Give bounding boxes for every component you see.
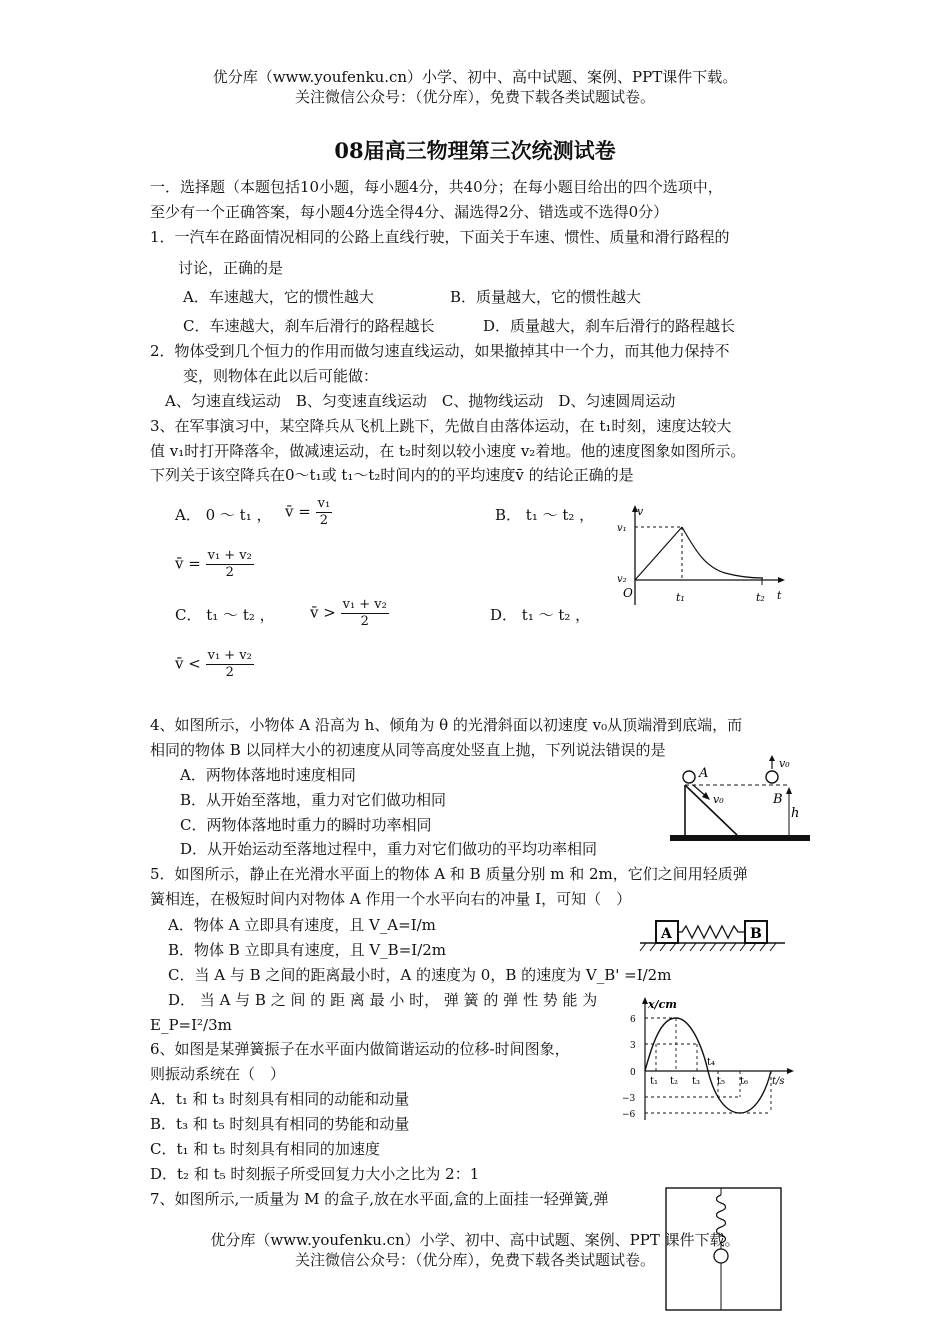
q4-stem-1: 4、如图所示，小物体 A 沿高为 h、倾角为 θ 的光滑斜面以初速度 v₀从顶端滑到底端，而 xyxy=(150,716,743,734)
tick-3: 3 xyxy=(630,1041,636,1051)
denominator: 2 xyxy=(360,614,369,629)
q2-options: A、匀速直线运动 B、匀变速直线运动 C、抛物线运动 D、匀速圆周运动 xyxy=(165,392,676,410)
numerator: v₁ + v₂ xyxy=(207,548,252,563)
fig-label-v0-a: v₀ xyxy=(713,793,724,806)
fig-label-h: h xyxy=(791,806,800,821)
q4-option-c: C．两物体落地时重力的瞬时功率相同 xyxy=(180,816,432,834)
section-instructions-1: 一．选择题（本题包括10小题，每小题4分，共40分；在每小题目给出的四个选项中， xyxy=(150,178,723,196)
q5-option-c: C．当 A 与 B 之间的距离最小时，A 的速度为 0，B 的速度为 V_B' =I/2m xyxy=(168,966,672,984)
q7-stem-1: 7、如图所示,一质量为 M 的盒子,放在水平面,盒的上面挂一轻弹簧,弹 xyxy=(150,1190,609,1208)
tick-t3: t₃ xyxy=(692,1076,701,1087)
q4-option-d: D．从开始运动至落地过程中，重力对它们做功的平均功率相同 xyxy=(180,840,598,858)
graph-t-label: t xyxy=(777,589,782,602)
section-instructions-2: 至少有一个正确答案，每小题4分选全得4分、漏选得2分、错选或不选得0分） xyxy=(150,203,669,221)
q5-stem-1: 5．如图所示，静止在光滑水平面上的物体 A 和 B 质量分别 m 和 2m，它们之间用轻质弹 xyxy=(150,865,748,883)
fig-label-v0-b: v₀ xyxy=(779,757,790,770)
q6-option-b: B．t₃ 和 t₅ 时刻具有相同的势能和动量 xyxy=(150,1115,410,1133)
tick-t6: t₆ xyxy=(740,1076,749,1087)
q4-option-a: A．两物体落地时速度相同 xyxy=(180,766,356,784)
numerator: v₁ + v₂ xyxy=(207,648,252,663)
fig-label-a: A xyxy=(699,766,709,781)
q6-shm-graph xyxy=(612,995,802,1125)
graph-v1-label: v₁ xyxy=(617,523,627,534)
q3-option-a: A． 0 ～ t₁ ， xyxy=(175,506,272,524)
q3-option-d-formula xyxy=(175,648,254,681)
q3-option-d: D． t₁ ～ t₂ ， xyxy=(490,606,591,624)
block-b-label: B xyxy=(750,926,762,942)
q3-option-b: B． t₁ ～ t₂ ， xyxy=(495,506,595,524)
tick-t4: t₄ xyxy=(707,1057,716,1068)
q2-stem-2: 变，则物体在此以后可能做： xyxy=(183,367,379,385)
denominator: 2 xyxy=(225,665,234,680)
fig-label-b: B xyxy=(773,792,783,807)
q6-option-c: C．t₁ 和 t₅ 时刻具有相同的加速度 xyxy=(150,1140,380,1158)
footer-line-1: 优分库（www.youfenku.cn）小学、初中、高中试题、案例、PPT 课件下载。 xyxy=(210,1231,740,1249)
fraction xyxy=(206,648,254,681)
vbar: v̄ > xyxy=(310,603,336,622)
q6-option-d: D．t₂ 和 t₅ 时刻振子所受回复力大小之比为 2：1 xyxy=(150,1165,480,1183)
q1-option-d: D．质量越大，刹车后滑行的路程越长 xyxy=(483,317,736,335)
fraction xyxy=(206,548,254,581)
tick-0: 0 xyxy=(630,1068,636,1078)
q5-option-d-line-2: E_P=I²/3m xyxy=(150,1016,232,1034)
q5-stem-2: 簧相连，在极短时间内对物体 A 作用一个水平向右的冲量 I，可知（ ） xyxy=(150,890,632,908)
q3-velocity-graph xyxy=(615,505,790,610)
numerator: v₁ + v₂ xyxy=(342,597,387,612)
q3-option-b-formula xyxy=(175,548,254,581)
q3-stem-3: 下列关于该空降兵在0～t₁或 t₁～t₂时间内的的平均速度v̄ 的结论正确的是 xyxy=(150,466,634,484)
graph-t1-label: t₁ xyxy=(676,591,685,604)
numerator: v₁ xyxy=(317,496,331,511)
header-line-2: 关注微信公众号：（优分库），免费下载各类试题试卷。 xyxy=(294,88,655,106)
fraction xyxy=(341,597,389,630)
q2-stem-1: 2．物体受到几个恒力的作用而做匀速直线运动，如果撤掉其中一个力，而其他力保持不 xyxy=(150,342,730,360)
q5-option-d-line-1: D． 当 A 与 B 之 间 的 距 离 最 小 时， 弹 簧 的 弹 性 势 能 为 xyxy=(168,991,598,1009)
q1-option-b: B．质量越大，它的惯性越大 xyxy=(450,288,642,306)
q6-stem-1: 6、如图是某弹簧振子在水平面内做简谐运动的位移-时间图象， xyxy=(150,1040,570,1058)
tick-t1: t₁ xyxy=(650,1076,659,1087)
q4-incline-figure xyxy=(665,755,820,845)
q4-stem-2: 相同的物体 B 以同样大小的初速度从同等高度处竖直上抛，下列说法错误的是 xyxy=(150,741,666,759)
vbar: v̄ = xyxy=(285,502,311,521)
tick-neg-3: −3 xyxy=(622,1094,636,1104)
q1-stem-2: 讨论，正确的是 xyxy=(178,259,284,277)
tick-t2: t₂ xyxy=(670,1076,679,1087)
tick-neg-6: −6 xyxy=(622,1110,636,1120)
graph-v-label: v xyxy=(637,505,644,518)
page-title: 08届高三物理第三次统测试卷 xyxy=(334,138,616,163)
q5-spring-figure xyxy=(640,915,785,955)
q3-option-c: C． t₁ ～ t₂ ， xyxy=(175,606,275,624)
vbar: v̄ = xyxy=(175,554,201,573)
q6-option-a: A．t₁ 和 t₃ 时刻具有相同的动能和动量 xyxy=(150,1090,410,1108)
fraction xyxy=(316,496,333,529)
header-line-1: 优分库（www.youfenku.cn）小学、初中、高中试题、案例、PPT课件下载。 xyxy=(212,68,738,86)
q6-stem-2: 则振动系统在（ ） xyxy=(150,1065,286,1083)
q4-option-b: B．从开始至落地，重力对它们做功相同 xyxy=(180,791,447,809)
tick-t5: t₅ xyxy=(717,1076,726,1087)
graph-t2-label: t₂ xyxy=(756,591,765,604)
denominator: 2 xyxy=(319,513,329,528)
q3-stem-2: 值 v₁时打开降落伞，做减速运动，在 t₂时刻以较小速度 v₂着地。他的速度图象如图所示。 xyxy=(150,442,746,460)
footer-line-2: 关注微信公众号：（优分库），免费下载各类试题试卷。 xyxy=(294,1251,655,1269)
q5-option-b: B．物体 B 立即具有速度，且 V_B=I/2m xyxy=(168,941,447,959)
block-a-label: A xyxy=(661,926,672,942)
graph-x-axis-label: t/s xyxy=(772,1076,785,1087)
denominator: 2 xyxy=(225,565,234,580)
q3-stem-1: 3、在军事演习中，某空降兵从飞机上跳下，先做自由落体运动，在 t₁时刻，速度达较大 xyxy=(150,417,732,435)
q1-stem-1: 1．一汽车在路面情况相同的公路上直线行驶，下面关于车速、惯性、质量和滑行路程的 xyxy=(150,228,730,246)
graph-v2-label: v₂ xyxy=(617,574,627,585)
graph-origin-label: O xyxy=(623,586,633,600)
q7-box-figure xyxy=(665,1187,783,1312)
q3-option-a-formula xyxy=(285,496,332,529)
vbar: v̄ < xyxy=(175,654,201,673)
graph-y-axis-label: x/cm xyxy=(648,998,677,1011)
tick-6: 6 xyxy=(630,1015,636,1025)
q3-option-c-formula xyxy=(310,597,389,630)
q1-option-c: C．车速越大，刹车后滑行的路程越长 xyxy=(183,317,435,335)
q1-option-a: A．车速越大，它的惯性越大 xyxy=(183,288,374,306)
q5-option-a: A．物体 A 立即具有速度，且 V_A=I/m xyxy=(168,916,436,934)
